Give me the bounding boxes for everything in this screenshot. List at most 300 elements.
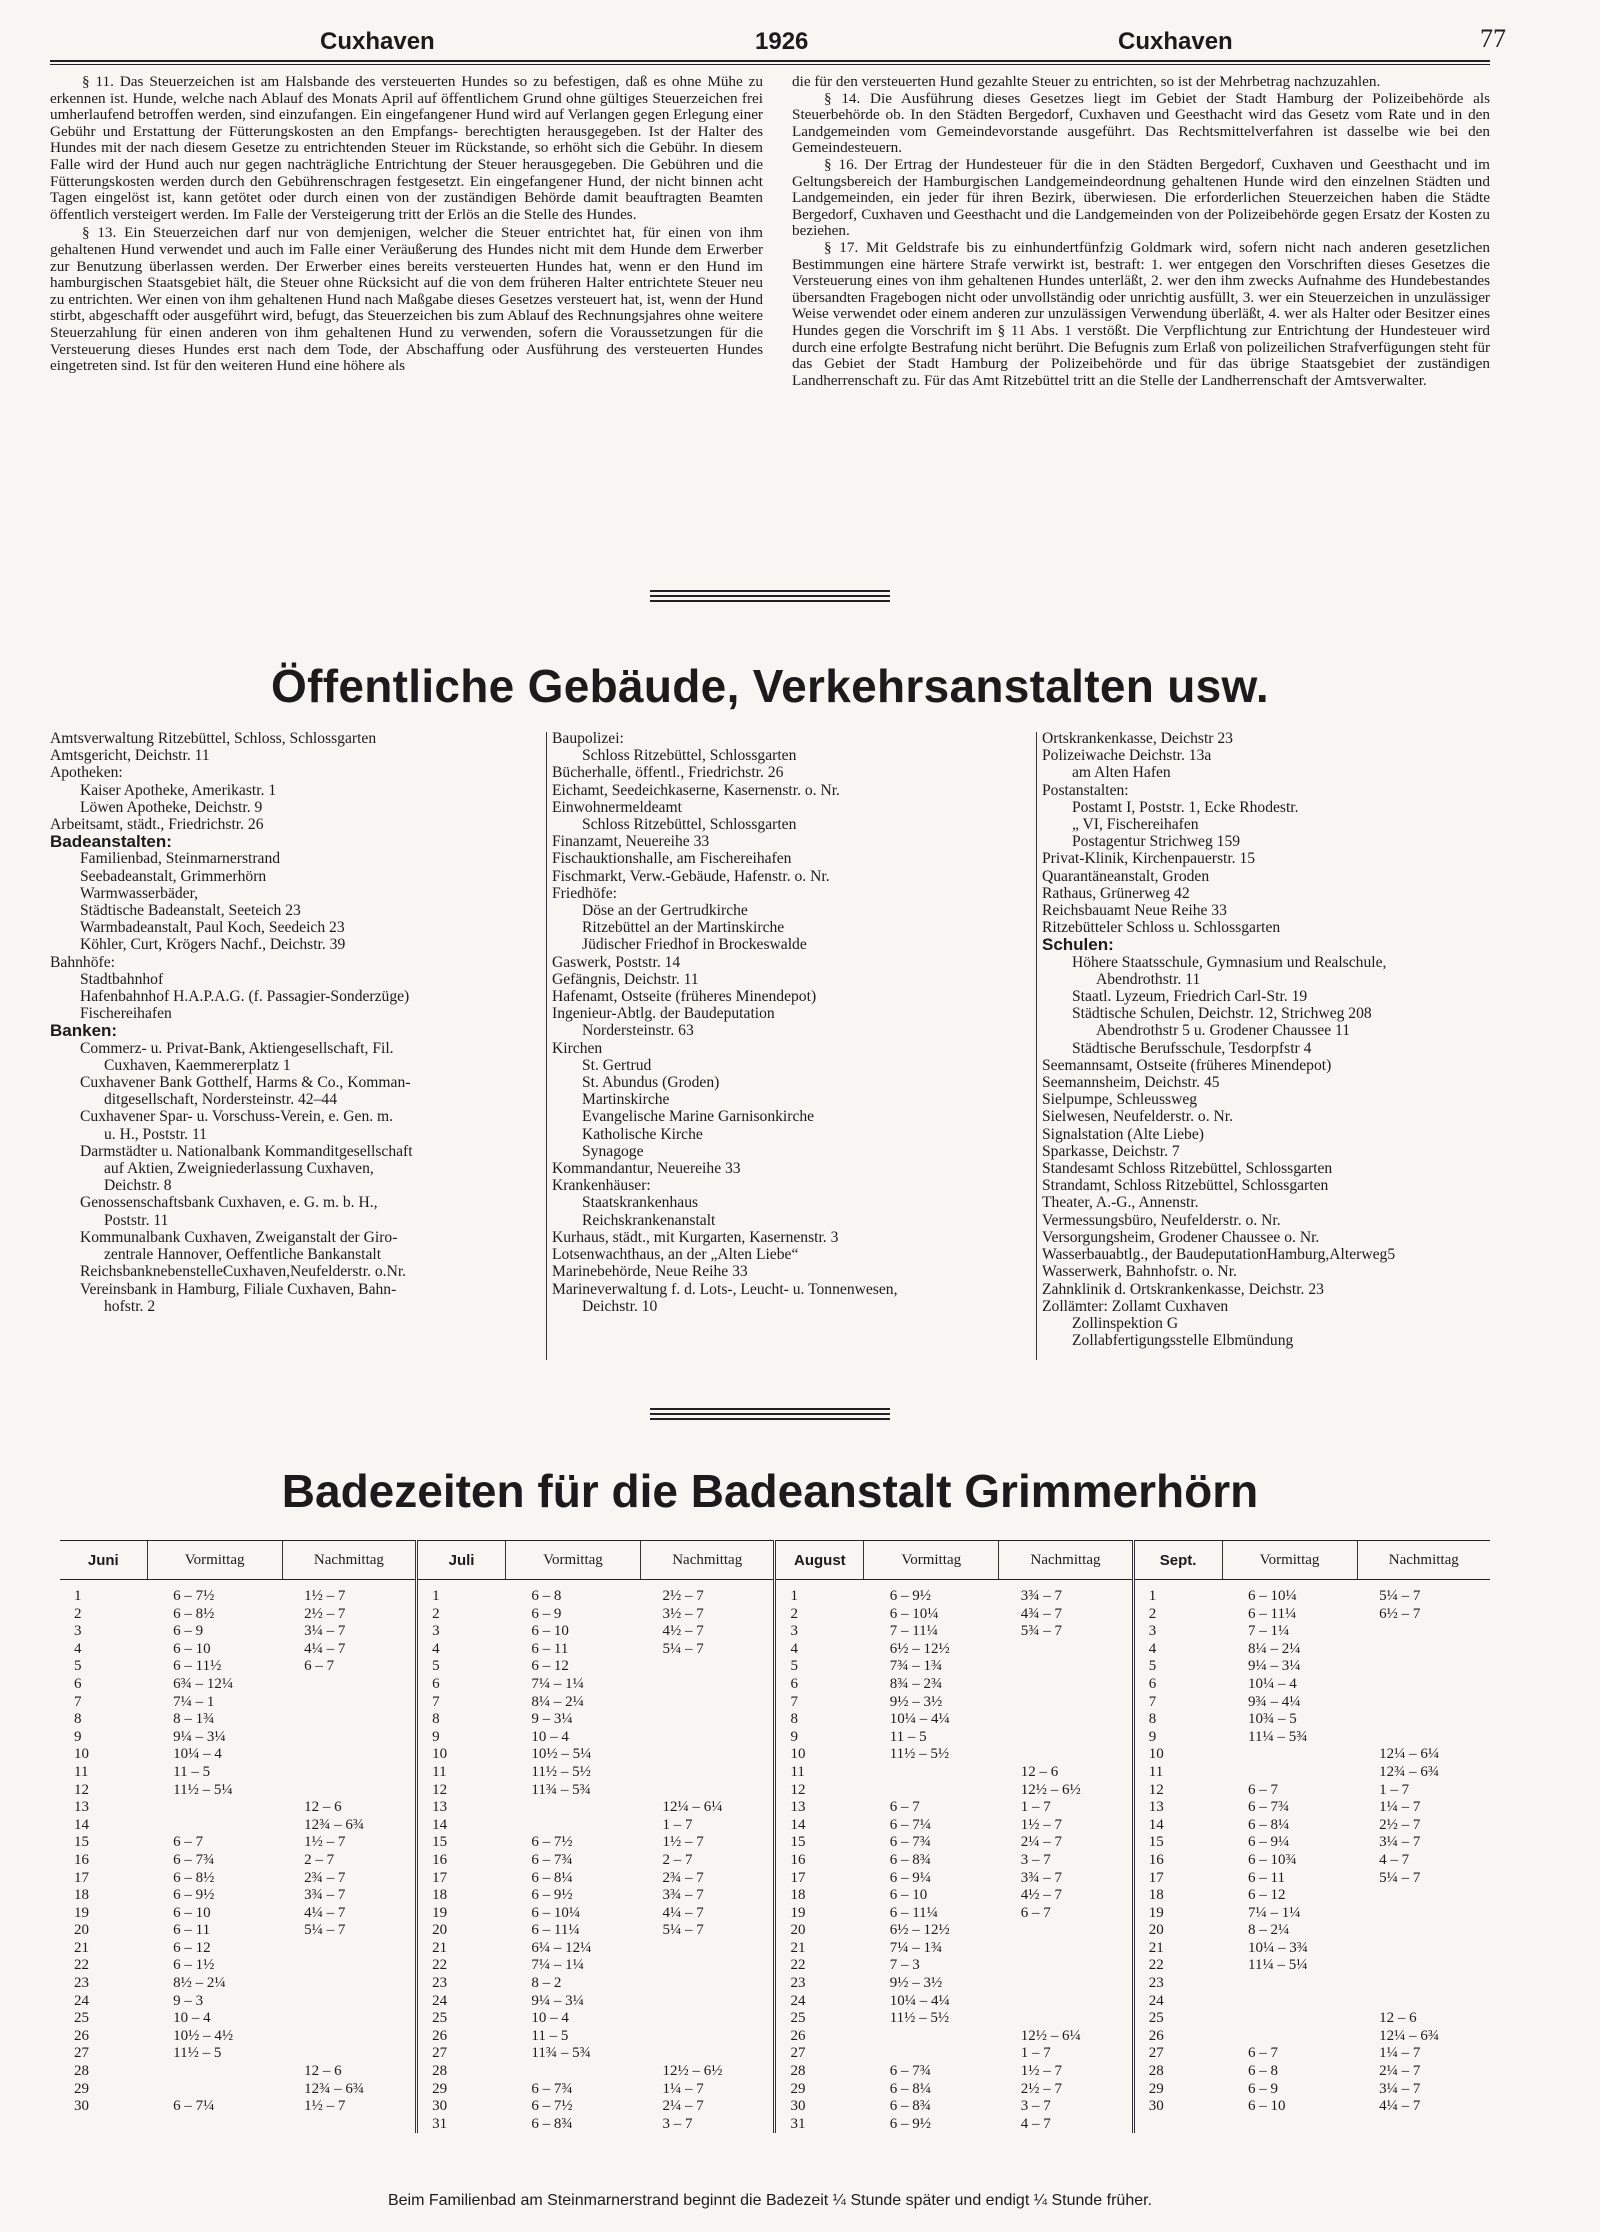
vormittag-time: 6 – 8½ <box>173 1869 215 1886</box>
directory-entry: Postamt I, Poststr. 1, Ecke Rhodestr. <box>1072 798 1299 816</box>
day-number: 12 <box>74 1781 89 1798</box>
nachmittag-time: 1½ – 7 <box>1020 2063 1063 2080</box>
nachmittag-time <box>282 2028 417 2046</box>
day-number: 27 <box>775 2045 864 2063</box>
nachmittag-time <box>282 1694 417 1712</box>
nachmittag-time <box>1357 1711 1490 1729</box>
table-row <box>60 2010 1490 2028</box>
directory-entry: Städtische Schulen, Deichstr. 12, Strichweg 208 <box>1072 1005 1372 1023</box>
column-divider <box>1036 732 1037 1360</box>
nachmittag-time: 2¾ – 7 <box>662 1869 704 1886</box>
nachmittag-time: 3¾ – 7 <box>304 1887 346 1904</box>
directory-column-1 <box>50 730 550 1315</box>
nachmittag-time <box>1357 1641 1490 1659</box>
nachmittag-time: 4¼ – 7 <box>304 1904 346 1921</box>
nachmittag-time <box>999 1676 1134 1694</box>
nachmittag-time: 12 – 6 <box>1020 1763 1059 1780</box>
vormittag-time: 10½ – 5¼ <box>531 1746 592 1763</box>
day-number: 2 <box>417 1606 506 1624</box>
vormittag-time: 9¾ – 4¼ <box>1248 1693 1301 1710</box>
directory-entry: Köhler, Curt, Krögers Nachf., Deichstr. 39 <box>80 936 346 954</box>
separator <box>650 1408 890 1423</box>
nachmittag-time: 1½ – 7 <box>662 1834 704 1851</box>
directory-entry: Rathaus, Grünerweg 42 <box>1042 884 1190 902</box>
directory-entry: Postanstalten: <box>1042 781 1129 799</box>
directory-entry: St. Abundus (Groden) <box>582 1074 720 1092</box>
day-number: 24 <box>417 1993 506 2011</box>
vormittag-time: 9½ – 3½ <box>889 1975 943 1992</box>
directory-entry: Deichstr. 10 <box>582 1297 658 1315</box>
nachmittag-time: 1½ – 7 <box>304 1834 346 1851</box>
vormittag-time: 6 – 7¼ <box>173 2098 215 2115</box>
directory-entry: Synagoge <box>582 1142 644 1160</box>
nachmittag-time <box>640 1993 775 2011</box>
directory-entry: Kommunalbank Cuxhaven, Zweiganstalt der Giro- <box>80 1228 398 1246</box>
nachmittag-time <box>640 1729 775 1747</box>
nachmittag-time <box>999 1940 1134 1958</box>
nachmittag-time: 12¼ – 6¼ <box>1379 1746 1440 1763</box>
directory-entry: Bahnhöfe: <box>50 953 115 971</box>
vormittag-time: 7 – 1¼ <box>1248 1623 1290 1640</box>
day-number: 24 <box>1133 1993 1222 2011</box>
vormittag-time: 6 – 12 <box>173 1939 211 1956</box>
day-number: 30 <box>775 2098 864 2116</box>
nachmittag-time: 2½ – 7 <box>1020 2080 1063 2097</box>
day-number: 18 <box>1133 1887 1222 1905</box>
table-row <box>60 1993 1490 2011</box>
day-number: 17 <box>775 1870 864 1888</box>
nachmittag-time: 1¼ – 7 <box>1379 1799 1421 1816</box>
footnote: Beim Familienbad am Steinmarnerstrand beginnt die Badezeit ¼ Stunde später und endigt ¼ Stunde früher. <box>387 2192 1153 2209</box>
vormittag-time: 8 – 1¾ <box>173 1711 215 1728</box>
day-number: 7 <box>775 1694 864 1712</box>
vormittag-time <box>147 1799 282 1817</box>
directory-entry: Schulen: <box>1042 935 1114 955</box>
directory-entry: Amtsverwaltung Ritzebüttel, Schloss, Schlossgarten <box>50 730 377 747</box>
table-row <box>60 1957 1490 1975</box>
directory-entry: Versorgungsheim, Grodener Chaussee o. Nr. <box>1042 1228 1320 1246</box>
vormittag-time: 9¼ – 3¼ <box>173 1728 226 1745</box>
vormittag-time: 10 – 4 <box>531 1728 569 1745</box>
day-number: 23 <box>74 1975 89 1992</box>
vormittag-time: 10 – 4 <box>531 2010 569 2027</box>
vormittag-time: 6 – 8¾ <box>531 2115 573 2132</box>
day-number: 1 <box>1133 1580 1222 1606</box>
day-number: 1 <box>775 1580 864 1606</box>
vormittag-time: 10¼ – 4¼ <box>889 1711 950 1728</box>
day-number: 5 <box>417 1658 506 1676</box>
vormittag-time: 7¼ – 1¾ <box>889 1939 943 1956</box>
nachmittag-time: 4¼ – 7 <box>304 1640 346 1657</box>
day-number: 26 <box>417 2028 506 2046</box>
directory-entry: Seemannsheim, Deichstr. 45 <box>1042 1074 1220 1092</box>
day-number: 4 <box>417 1641 506 1659</box>
nachmittag-time: 2½ – 7 <box>662 1588 704 1604</box>
table-row <box>60 1799 1490 1817</box>
day-number: 2 <box>74 1605 82 1622</box>
day-number: 13 <box>1133 1799 1222 1817</box>
vormittag-time: 6 – 7½ <box>531 2098 573 2115</box>
nachmittag-time <box>1357 1922 1490 1940</box>
directory-entry: Evangelische Marine Garnisonkirche <box>582 1108 815 1126</box>
vormittag-time: 6 – 11 <box>173 1922 211 1939</box>
day-number: 25 <box>417 2010 506 2028</box>
vormittag-time: 6¼ – 12¼ <box>531 1939 592 1956</box>
vormittag-time: 6 – 9 <box>173 1623 204 1640</box>
day-number: 24 <box>74 1992 89 2009</box>
nachmittag-time: 4½ – 7 <box>662 1623 704 1640</box>
nachmittag-time <box>282 1746 417 1764</box>
table-row <box>60 2028 1490 2046</box>
day-number: 21 <box>775 1940 864 1958</box>
nachmittag-time <box>999 1957 1134 1975</box>
directory-entry: Finanzamt, Neuereihe 33 <box>552 833 710 851</box>
nachmittag-time: 12 – 6 <box>1379 2010 1417 2027</box>
nachmittag-time <box>999 1922 1134 1940</box>
table-row <box>60 1711 1490 1729</box>
table-row <box>60 2045 1490 2063</box>
day-number: 7 <box>417 1694 506 1712</box>
nachmittag-time <box>282 1764 417 1782</box>
nachmittag-time <box>999 1658 1134 1676</box>
table-row <box>60 1887 1490 1905</box>
vormittag-time: 6 – 10¼ <box>889 1605 939 1622</box>
day-number: 8 <box>417 1711 506 1729</box>
day-number: 8 <box>1133 1711 1222 1729</box>
directory-entry: Zahnklinik d. Ortskrankenkasse, Deichstr. 23 <box>1042 1280 1324 1298</box>
nachmittag-time <box>640 1975 775 1993</box>
nachmittag-time <box>640 2045 775 2063</box>
nachmittag-time: 6 – 7 <box>304 1658 335 1675</box>
day-number: 10 <box>417 1746 506 1764</box>
directory-entry: Staatl. Lyzeum, Friedrich Carl-Str. 19 <box>1072 988 1308 1006</box>
nachmittag-time <box>999 1993 1134 2011</box>
day-number: 19 <box>1133 1905 1222 1923</box>
nachmittag-time: 6½ – 7 <box>1379 1605 1421 1622</box>
table-row <box>60 1623 1490 1641</box>
nachmittag-time <box>640 1957 775 1975</box>
header-left: Cuxhaven <box>320 28 435 55</box>
day-number: 1 <box>74 1588 82 1604</box>
day-number: 31 <box>417 2116 506 2134</box>
directory-entry: Warmwasserbäder, <box>80 884 199 902</box>
day-number: 15 <box>1133 1834 1222 1852</box>
day-number: 25 <box>1133 2010 1222 2028</box>
column-divider <box>546 732 547 1360</box>
directory-entry: Wasserbauabtlg., der BaudeputationHamburg,Alterweg5 <box>1042 1246 1396 1264</box>
vormittag-time: 11½ – 5½ <box>531 1763 591 1780</box>
nachmittag-time <box>640 1676 775 1694</box>
directory-entry: St. Gertrud <box>582 1056 652 1074</box>
header-right: Cuxhaven <box>1118 28 1233 55</box>
vormittag-time: 6 – 9½ <box>889 2115 931 2132</box>
vormittag-time: 6 – 10 <box>531 1623 569 1640</box>
vormittag-time: 6 – 7¾ <box>889 1834 931 1851</box>
paragraph-14: § 14. Die Ausführung dieses Gesetzes liegt im Gebiet der Stadt Hamburg der Polizeibehörde als Steuerbehörde ob. In den Städten Bergedorf, Cuxhaven und Geesthacht wird das Gesetz vom Rate und in den Landgemeinden vom Gemeindevorstande ausgeführt. Das Rechtsmittelverfahren ist dasselbe wie bei den Gemeindesteuern. <box>792 89 1490 157</box>
nachmittag-time <box>999 1746 1134 1764</box>
day-number: 18 <box>775 1887 864 1905</box>
day-number: 12 <box>417 1782 506 1800</box>
directory-entry: Fischauktionshalle, am Fischereihafen <box>552 850 792 868</box>
directory-entry: Gefängnis, Deichstr. 11 <box>552 970 699 988</box>
table-row <box>60 1746 1490 1764</box>
vormittag-time: 6 – 9½ <box>889 1588 931 1604</box>
day-number: 4 <box>1133 1641 1222 1659</box>
vormittag-time: 9¼ – 3¼ <box>531 1992 584 2009</box>
nachmittag-time: 3¾ – 7 <box>1020 1588 1063 1604</box>
day-number: 22 <box>775 1957 864 1975</box>
vormittag-time <box>1222 2010 1357 2028</box>
table-row <box>60 1782 1490 1800</box>
directory-entry: Zollabfertigungsstelle Elbmündung <box>1072 1332 1294 1350</box>
vormittag-time: 6½ – 12½ <box>889 1922 950 1939</box>
vormittag-time: 6 – 9 <box>1248 2080 1279 2097</box>
vormittag-time <box>864 1782 999 1800</box>
nachmittag-time: 3¾ – 7 <box>1020 1869 1063 1886</box>
nachmittag-time: 12½ – 6¼ <box>1020 2027 1081 2044</box>
day-number: 17 <box>74 1869 89 1886</box>
directory-entry: Nordersteinstr. 63 <box>582 1022 694 1040</box>
col-vormittag: Vormittag <box>864 1541 999 1580</box>
nachmittag-time <box>640 2010 775 2028</box>
day-number: 1 <box>417 1580 506 1606</box>
vormittag-time <box>1222 1746 1357 1764</box>
day-number: 15 <box>775 1834 864 1852</box>
nachmittag-time <box>282 2045 417 2063</box>
vormittag-time: 6 – 7¾ <box>531 2080 573 2097</box>
directory-entry: Vermessungsbüro, Neufelderstr. o. Nr. <box>1042 1211 1281 1229</box>
nachmittag-time: 12¾ – 6¾ <box>1379 1763 1440 1780</box>
directory-entry: Löwen Apotheke, Deichstr. 9 <box>80 798 263 816</box>
nachmittag-time <box>1357 1676 1490 1694</box>
vormittag-time: 6 – 12 <box>531 1658 569 1675</box>
nachmittag-time <box>999 2010 1134 2028</box>
nachmittag-time <box>640 1940 775 1958</box>
nachmittag-time <box>640 1711 775 1729</box>
day-number: 10 <box>1133 1746 1222 1764</box>
nachmittag-time: 4¼ – 7 <box>662 1904 704 1921</box>
nachmittag-time <box>999 1694 1134 1712</box>
month-header-juli: Juli <box>417 1541 506 1580</box>
directory-entry: ditgesellschaft, Nordersteinstr. 42–44 <box>104 1091 337 1109</box>
day-number: 22 <box>1133 1957 1222 1975</box>
day-number: 30 <box>74 2098 89 2115</box>
directory-entry: Sielpumpe, Schleussweg <box>1042 1091 1198 1109</box>
directory-entry: Ortskrankenkasse, Deichstr 23 <box>1042 730 1233 747</box>
vormittag-time <box>147 2063 282 2081</box>
directory-entry: „ VI, Fischereihafen <box>1072 816 1199 834</box>
nachmittag-time: 3¼ – 7 <box>1379 2080 1421 2097</box>
day-number: 13 <box>74 1799 89 1816</box>
day-number: 9 <box>74 1728 82 1745</box>
vormittag-time: 6 – 11½ <box>173 1658 222 1675</box>
vormittag-time: 11½ – 5½ <box>889 2010 950 2027</box>
vormittag-time: 7¼ – 1¼ <box>531 1957 584 1974</box>
nachmittag-time: 5¾ – 7 <box>1020 1623 1063 1640</box>
day-number: 26 <box>1133 2028 1222 2046</box>
nachmittag-time <box>1357 1658 1490 1676</box>
section-title: Öffentliche Gebäude, Verkehrsanstalten usw. <box>271 660 1269 712</box>
legal-column-right <box>792 74 1490 389</box>
day-number: 17 <box>1133 1870 1222 1888</box>
vormittag-time: 6 – 7¾ <box>889 2063 931 2080</box>
nachmittag-time: 12 – 6 <box>304 1799 342 1816</box>
vormittag-time: 6 – 9¼ <box>1248 1834 1290 1851</box>
nachmittag-time <box>1357 1887 1490 1905</box>
month-header-sept: Sept. <box>1133 1541 1222 1580</box>
nachmittag-time: 2 – 7 <box>304 1851 335 1868</box>
vormittag-time <box>1222 1993 1357 2011</box>
day-number: 7 <box>1133 1694 1222 1712</box>
vormittag-time: 6 – 7 <box>1248 1781 1279 1798</box>
directory-entry: am Alten Hafen <box>1072 764 1171 782</box>
day-number: 5 <box>74 1658 82 1675</box>
day-number: 5 <box>1133 1658 1222 1676</box>
day-number: 13 <box>417 1799 506 1817</box>
nachmittag-time: 2½ – 7 <box>304 1605 346 1622</box>
vormittag-time: 8¼ – 2¼ <box>1248 1640 1301 1657</box>
day-number: 6 <box>1133 1676 1222 1694</box>
vormittag-time: 6 – 1½ <box>173 1957 215 1974</box>
directory-entry: hofstr. 2 <box>104 1297 156 1315</box>
directory-entry: Reichsbauamt Neue Reihe 33 <box>1042 902 1227 920</box>
day-number: 23 <box>1133 1975 1222 1993</box>
vormittag-time <box>1222 1764 1357 1782</box>
nachmittag-time: 5¼ – 7 <box>304 1922 346 1939</box>
day-number: 28 <box>1133 2063 1222 2081</box>
day-number: 7 <box>74 1693 82 1710</box>
vormittag-time: 11 – 5 <box>889 1728 927 1745</box>
nachmittag-time: 1 – 7 <box>1020 1799 1051 1816</box>
vormittag-time: 7¼ – 1 <box>173 1693 215 1710</box>
vormittag-time: 7¼ – 1¼ <box>1248 1904 1301 1921</box>
table-row <box>60 2063 1490 2081</box>
col-nachmittag: Nachmittag <box>640 1541 775 1580</box>
vormittag-time: 11¼ – 5¾ <box>1248 1728 1308 1745</box>
table-row <box>60 2098 1490 2116</box>
day-number: 3 <box>1133 1623 1222 1641</box>
directory-entry: Wasserwerk, Bahnhofstr. o. Nr. <box>1042 1263 1237 1281</box>
day-number: 30 <box>417 2098 506 2116</box>
month-header-juni: Juni <box>60 1541 147 1580</box>
nachmittag-time <box>640 1658 775 1676</box>
nachmittag-time <box>282 1975 417 1993</box>
table-row <box>60 1922 1490 1940</box>
day-number: 15 <box>74 1834 89 1851</box>
col-vormittag: Vormittag <box>1222 1541 1357 1580</box>
day-number: 19 <box>417 1905 506 1923</box>
directory-entry: Standesamt Schloss Ritzebüttel, Schlossgarten <box>1042 1160 1333 1178</box>
directory-entry: Fischereihafen <box>80 1005 172 1023</box>
nachmittag-time <box>1357 1905 1490 1923</box>
directory-entry: Bücherhalle, öffentl., Friedrichstr. 26 <box>552 764 784 782</box>
day-number: 10 <box>74 1746 89 1763</box>
directory-entry: Privat-Klinik, Kirchenpauerstr. 15 <box>1042 850 1256 868</box>
day-number: 16 <box>74 1851 89 1868</box>
vormittag-time <box>505 1799 640 1817</box>
directory-entry: Hafenamt, Ostseite (früheres Minendepot) <box>552 988 817 1006</box>
directory-entry: Städtische Badeanstalt, Seeteich 23 <box>80 902 301 920</box>
day-number: 21 <box>417 1940 506 1958</box>
table-header-row <box>60 1541 1490 1580</box>
nachmittag-time: 3 – 7 <box>1020 2098 1051 2115</box>
nachmittag-time: 1 – 7 <box>1020 2045 1051 2062</box>
day-number: 9 <box>775 1729 864 1747</box>
nachmittag-time <box>1357 1940 1490 1958</box>
nachmittag-time: 5¼ – 7 <box>1379 1588 1421 1604</box>
directory-entry: Badeanstalten: <box>50 832 172 852</box>
nachmittag-time <box>640 1746 775 1764</box>
day-number: 30 <box>1133 2098 1222 2116</box>
nachmittag-time: 2¼ – 7 <box>1020 1834 1063 1851</box>
vormittag-time <box>147 1817 282 1835</box>
day-number: 14 <box>74 1816 89 1833</box>
nachmittag-time <box>999 1729 1134 1747</box>
vormittag-time: 6 – 10¼ <box>1248 1588 1297 1604</box>
directory-entry: Familienbad, Steinmarnerstrand <box>80 850 281 868</box>
directory-entry: Commerz- u. Privat-Bank, Aktiengesellschaft, Fil. <box>80 1039 394 1057</box>
directory-entry: Cuxhavener Bank Gotthelf, Harms & Co., Komman- <box>80 1074 411 1092</box>
vormittag-time: 6 – 9½ <box>531 1887 573 1904</box>
vormittag-time: 6 – 7¾ <box>531 1851 573 1868</box>
nachmittag-time: 3¾ – 7 <box>662 1887 704 1904</box>
nachmittag-time: 5¼ – 7 <box>662 1640 704 1657</box>
directory-entry: Kaiser Apotheke, Amerikastr. 1 <box>80 781 277 799</box>
paragraph-16: § 16. Der Ertrag der Hundesteuer für die in den Städten Bergedorf, Cuxhaven und Geesthacht und im Geltungsbereich der Hamburgischen Landgemeindeordnung gehaltenen Hunde wird den einzelnen Städten und Landgemeinden, ein jeder für ihren Bezirk, überwiesen. Die erforderlichen Steuerzeichen haben die Städte Bergedorf, Cuxhaven und Geesthacht und die Landgemeinden von der Polizeibehörde gegen Ersatz der Kosten zu beziehen. <box>792 155 1490 240</box>
directory-entry: Höhere Staatsschule, Gymnasium und Realschule, <box>1072 953 1387 971</box>
vormittag-time: 6 – 7½ <box>531 1834 573 1851</box>
nachmittag-time: 12½ – 6½ <box>662 2063 723 2080</box>
table-row <box>60 1975 1490 1993</box>
day-number: 20 <box>1133 1922 1222 1940</box>
directory-entry: Fischmarkt, Verw.-Gebäude, Hafenstr. o. Nr. <box>552 867 830 885</box>
directory-entry: Strandamt, Schloss Ritzebüttel, Schlossgarten <box>1042 1177 1329 1195</box>
nachmittag-time <box>999 1975 1134 1993</box>
directory-entry: Genossenschaftsbank Cuxhaven, e. G. m. b. H., <box>80 1194 378 1212</box>
vormittag-time: 6 – 7¼ <box>889 1816 931 1833</box>
vormittag-time: 6 – 8¾ <box>889 1851 931 1868</box>
day-number: 12 <box>775 1782 864 1800</box>
nachmittag-time <box>282 1940 417 1958</box>
day-number: 6 <box>417 1676 506 1694</box>
day-number: 3 <box>74 1623 82 1640</box>
vormittag-time: 11 – 5 <box>531 2027 569 2044</box>
directory-entry: Gaswerk, Poststr. 14 <box>552 953 681 971</box>
table-row <box>60 1694 1490 1712</box>
nachmittag-time <box>1357 1694 1490 1712</box>
col-vormittag: Vormittag <box>505 1541 640 1580</box>
vormittag-time: 6 – 7 <box>1248 2045 1279 2062</box>
directory-column-2 <box>552 730 1032 1315</box>
paragraph-13-cont: die für den versteuerten Hund gezahlte Steuer zu entrichten, so ist der Mehrbetrag nachzuzahlen. <box>792 73 1381 90</box>
day-number: 23 <box>775 1975 864 1993</box>
table-row <box>60 1580 1490 1606</box>
vormittag-time <box>1222 2028 1357 2046</box>
nachmittag-time <box>999 1641 1134 1659</box>
day-number: 2 <box>775 1606 864 1624</box>
nachmittag-time: 3½ – 7 <box>662 1605 704 1622</box>
vormittag-time: 10¼ – 4 <box>173 1746 222 1763</box>
nachmittag-time <box>999 1711 1134 1729</box>
day-number: 21 <box>74 1939 89 1956</box>
vormittag-time: 11¼ – 5¼ <box>1248 1957 1308 1974</box>
vormittag-time: 6 – 9½ <box>173 1887 215 1904</box>
vormittag-time <box>1222 2116 1357 2134</box>
directory-entry: Katholische Kirche <box>582 1125 703 1143</box>
table-row <box>60 2116 1490 2134</box>
day-number: 8 <box>74 1711 82 1728</box>
vormittag-time: 10 – 4 <box>173 2010 211 2027</box>
